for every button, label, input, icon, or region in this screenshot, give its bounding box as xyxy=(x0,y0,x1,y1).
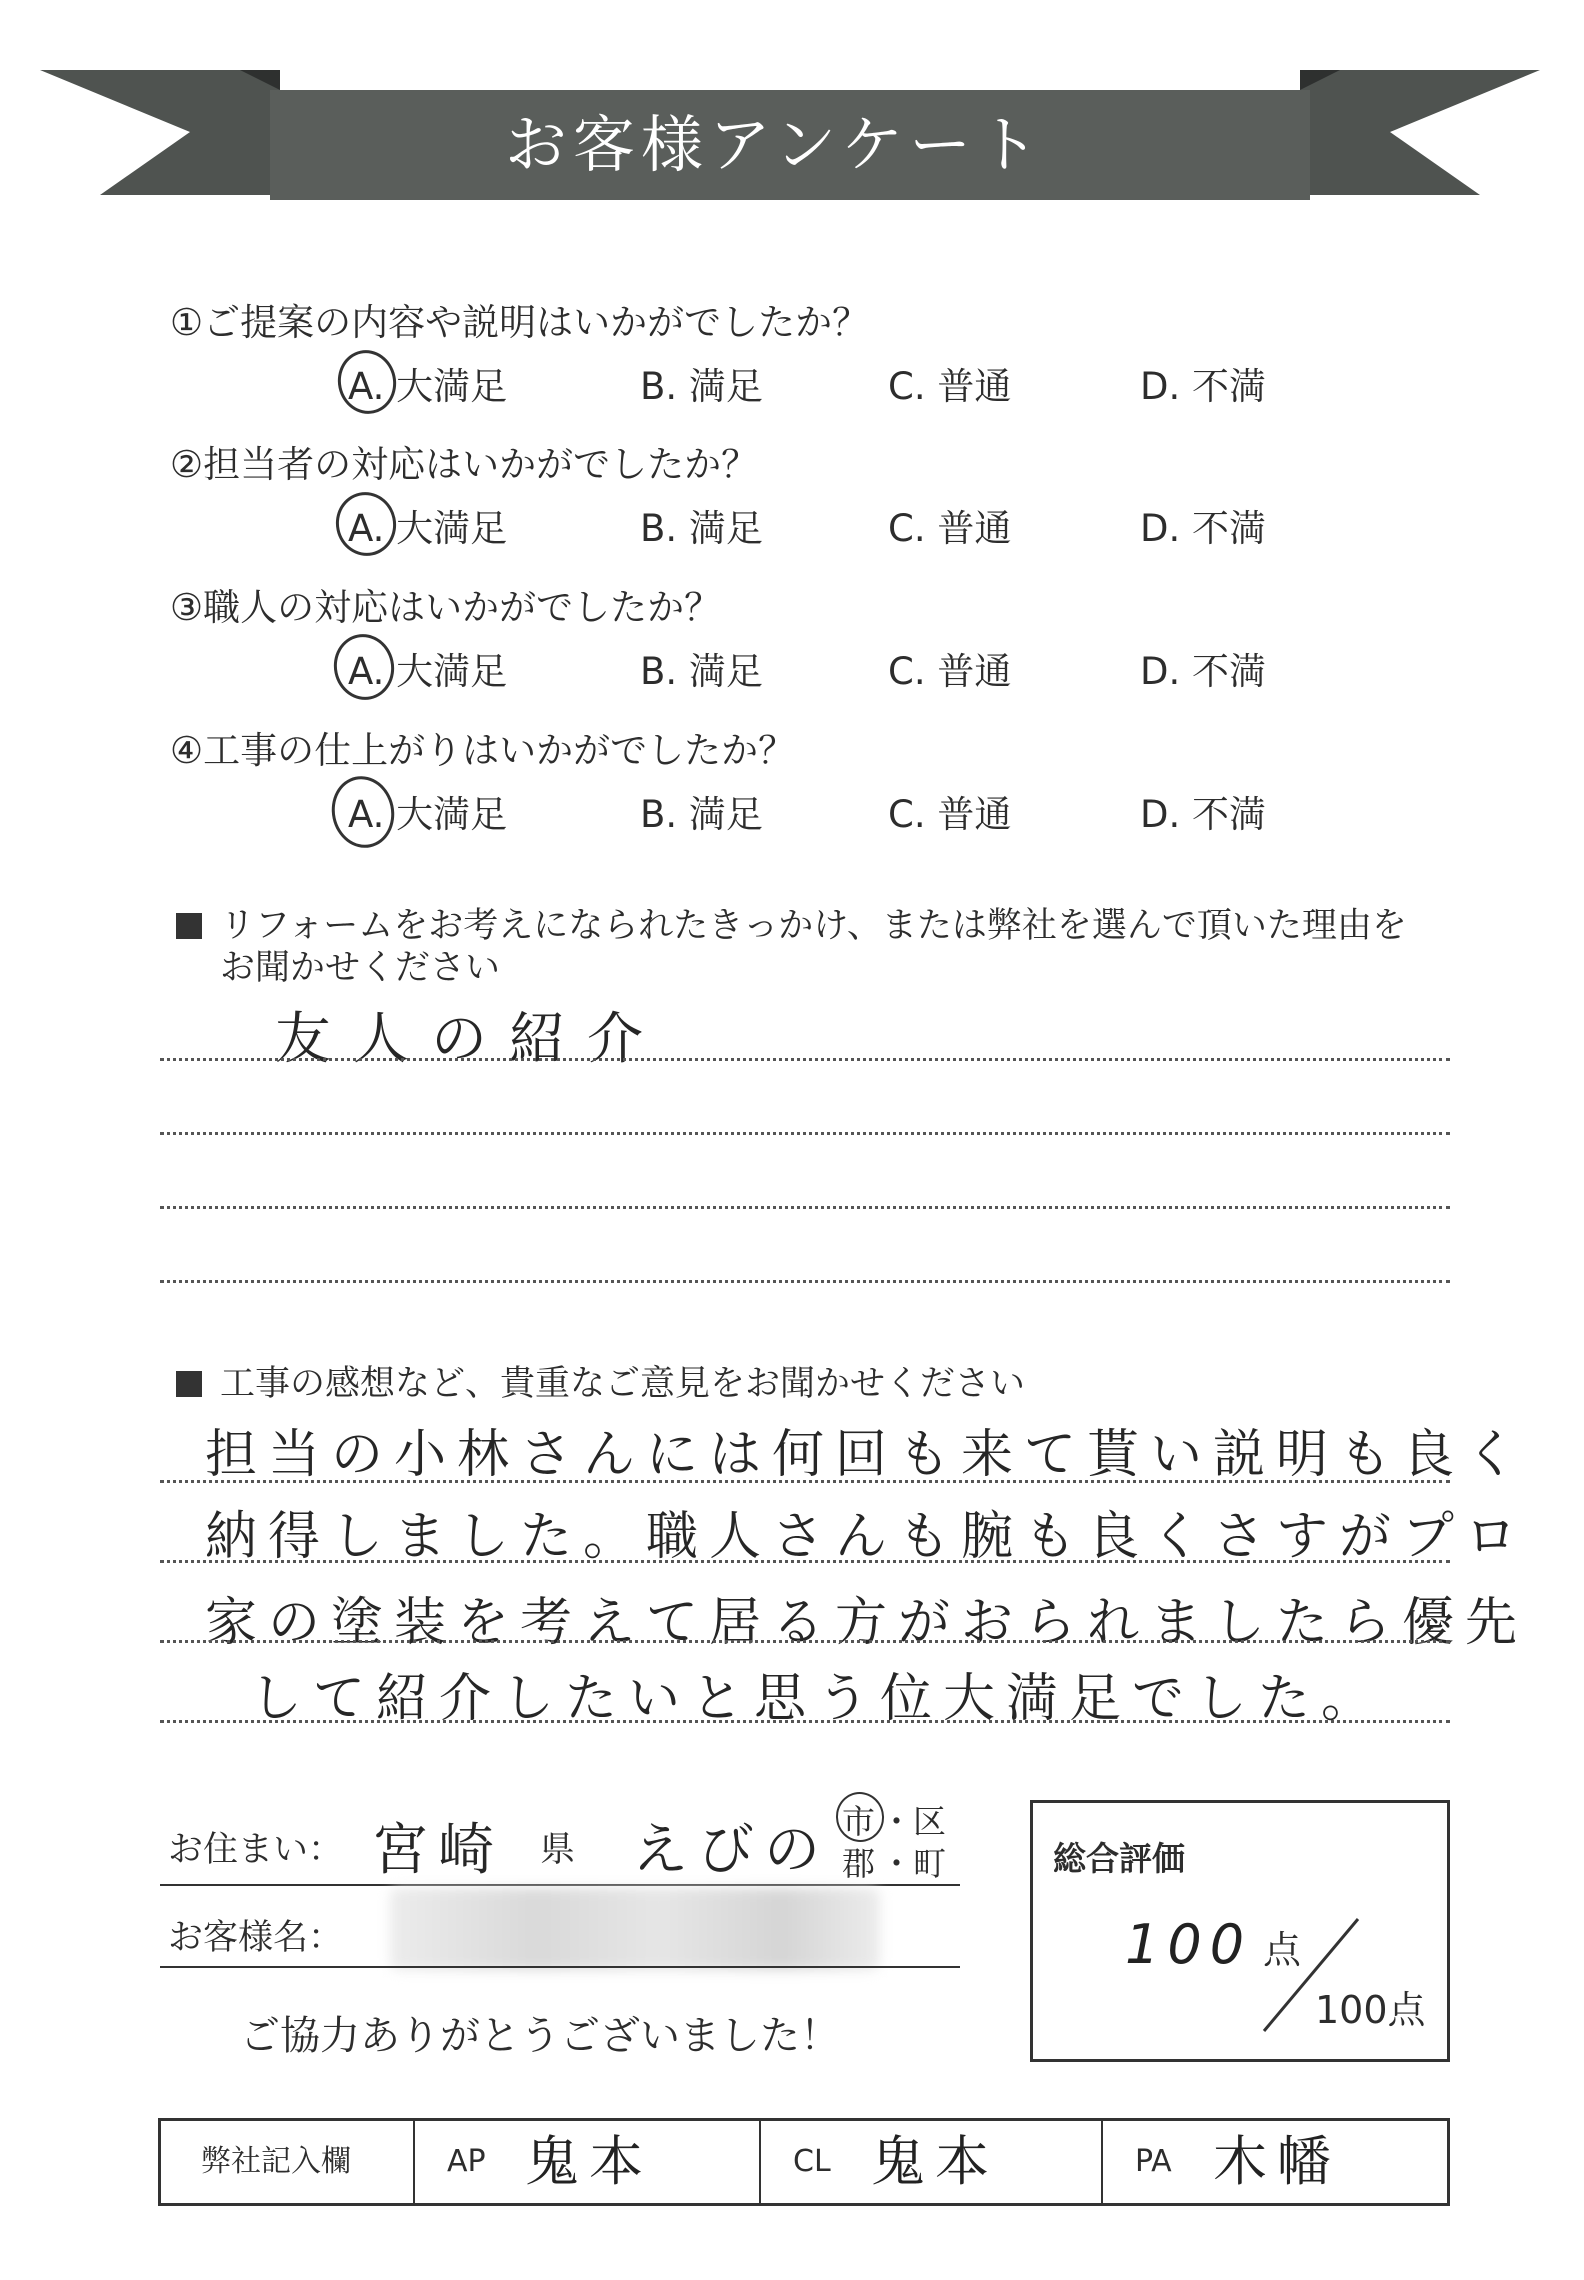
reason-heading-line1: リフォームをお考えになられたきっかけ、または弊社を選んで頂いた理由を xyxy=(220,906,1407,946)
reason-line-2 xyxy=(160,1132,1450,1135)
pa-name[interactable]: 木幡 xyxy=(1213,2130,1341,2193)
customer-name-redacted xyxy=(390,1888,880,1970)
q4-option-a[interactable]: A. 大満足 xyxy=(348,793,508,836)
q2-option-b[interactable]: B. 満足 xyxy=(640,507,763,550)
overall-score-box xyxy=(1030,1800,1450,2062)
q4-option-d[interactable]: D. 不満 xyxy=(1140,793,1267,836)
cl-label: CL xyxy=(793,2144,831,2179)
pa-cell[interactable] xyxy=(1103,2121,1447,2203)
score-value-unit: 点 xyxy=(1263,1928,1302,1972)
score-value[interactable]: 100 xyxy=(1125,1913,1253,1976)
address-unit-shi[interactable]: 市 xyxy=(842,1802,875,1841)
reason-heading-line2: お聞かせください xyxy=(220,948,501,988)
q2-option-a[interactable]: A. 大満足 xyxy=(348,507,508,550)
question-3-text: ③職人の対応はいかがでしたか？ xyxy=(170,586,722,629)
q3-option-d[interactable]: D. 不満 xyxy=(1140,650,1267,693)
q3-option-c[interactable]: C. 普通 xyxy=(888,650,1012,693)
address-label: お住まい： xyxy=(168,1830,344,1870)
q1-option-b[interactable]: B. 満足 xyxy=(640,365,763,408)
q1-option-a[interactable]: A. 大満足 xyxy=(348,365,508,408)
square-bullet-icon xyxy=(176,913,202,939)
pa-label: PA xyxy=(1135,2144,1172,2179)
address-prefecture[interactable]: 宮崎 xyxy=(372,1818,504,1883)
square-bullet-icon xyxy=(176,1371,202,1397)
q3-option-a[interactable]: A. 大満足 xyxy=(348,650,508,693)
question-2-text: ②担当者の対応はいかがでしたか？ xyxy=(170,443,759,486)
impressions-heading xyxy=(176,1356,1025,1406)
impression-rule-1 xyxy=(160,1480,1450,1483)
question-1-text: ①ご提案の内容や説明はいかがでしたか？ xyxy=(170,301,870,344)
staff-header: 弊社記入欄 xyxy=(201,2144,351,2179)
staff-entry-table xyxy=(158,2118,1450,2206)
question-4-text: ④工事の仕上がりはいかがでしたか？ xyxy=(170,729,796,772)
address-city[interactable]: えびの xyxy=(632,1818,830,1883)
address-unit-cho[interactable]: ・町 xyxy=(880,1844,946,1883)
reason-line-4 xyxy=(160,1280,1450,1283)
address-unit-ku[interactable]: ・区 xyxy=(880,1802,946,1841)
impression-rule-2 xyxy=(160,1560,1450,1563)
ap-name[interactable]: 鬼本 xyxy=(525,2130,653,2193)
impression-line-3[interactable]: 家の塗装を考えて居る方がおられましたら優先 xyxy=(205,1593,1529,1653)
q1-option-c[interactable]: C. 普通 xyxy=(888,365,1012,408)
q2-option-d[interactable]: D. 不満 xyxy=(1140,507,1267,550)
address-prefecture-suffix: 県 xyxy=(540,1830,576,1870)
impression-line-1[interactable]: 担当の小林さんには何回も来て貰い説明も良く xyxy=(205,1425,1529,1485)
reason-line-1 xyxy=(160,1058,1450,1061)
q4-selection-circle xyxy=(325,770,401,853)
customer-name-label: お客様名： xyxy=(168,1918,344,1958)
q1-option-d[interactable]: D. 不満 xyxy=(1140,365,1267,408)
staff-header-cell xyxy=(161,2121,415,2203)
cl-cell[interactable] xyxy=(761,2121,1103,2203)
impressions-heading-text: 工事の感想など、貴重なご意見をお聞かせください xyxy=(220,1364,1026,1404)
ap-label: AP xyxy=(447,2144,486,2179)
reason-answer[interactable]: 友人の紹介 xyxy=(275,1007,665,1072)
impression-line-4[interactable]: して紹介したいと思う位大満足でした。 xyxy=(250,1669,1385,1729)
q4-option-c[interactable]: C. 普通 xyxy=(888,793,1012,836)
page-title: お客様アンケート xyxy=(504,108,1046,181)
thanks-message: ご協力ありがとうございました！ xyxy=(240,2013,840,2059)
address-underline xyxy=(160,1884,960,1886)
score-max: 100点 xyxy=(1315,1988,1426,2032)
address-unit-gun[interactable]: 郡 xyxy=(842,1844,875,1883)
impression-line-2[interactable]: 納得しました。職人さんも腕も良くさすがプロ xyxy=(205,1507,1529,1567)
q3-option-b[interactable]: B. 満足 xyxy=(640,650,763,693)
impression-rule-4 xyxy=(160,1720,1450,1723)
impression-rule-3 xyxy=(160,1640,1450,1643)
cl-name[interactable]: 鬼本 xyxy=(871,2130,999,2193)
ap-cell[interactable] xyxy=(415,2121,761,2203)
customer-name-underline xyxy=(160,1966,960,1968)
reason-line-3 xyxy=(160,1206,1450,1209)
q4-option-b[interactable]: B. 満足 xyxy=(640,793,763,836)
score-title: 総合評価 xyxy=(1053,1839,1185,1878)
q2-option-c[interactable]: C. 普通 xyxy=(888,507,1012,550)
